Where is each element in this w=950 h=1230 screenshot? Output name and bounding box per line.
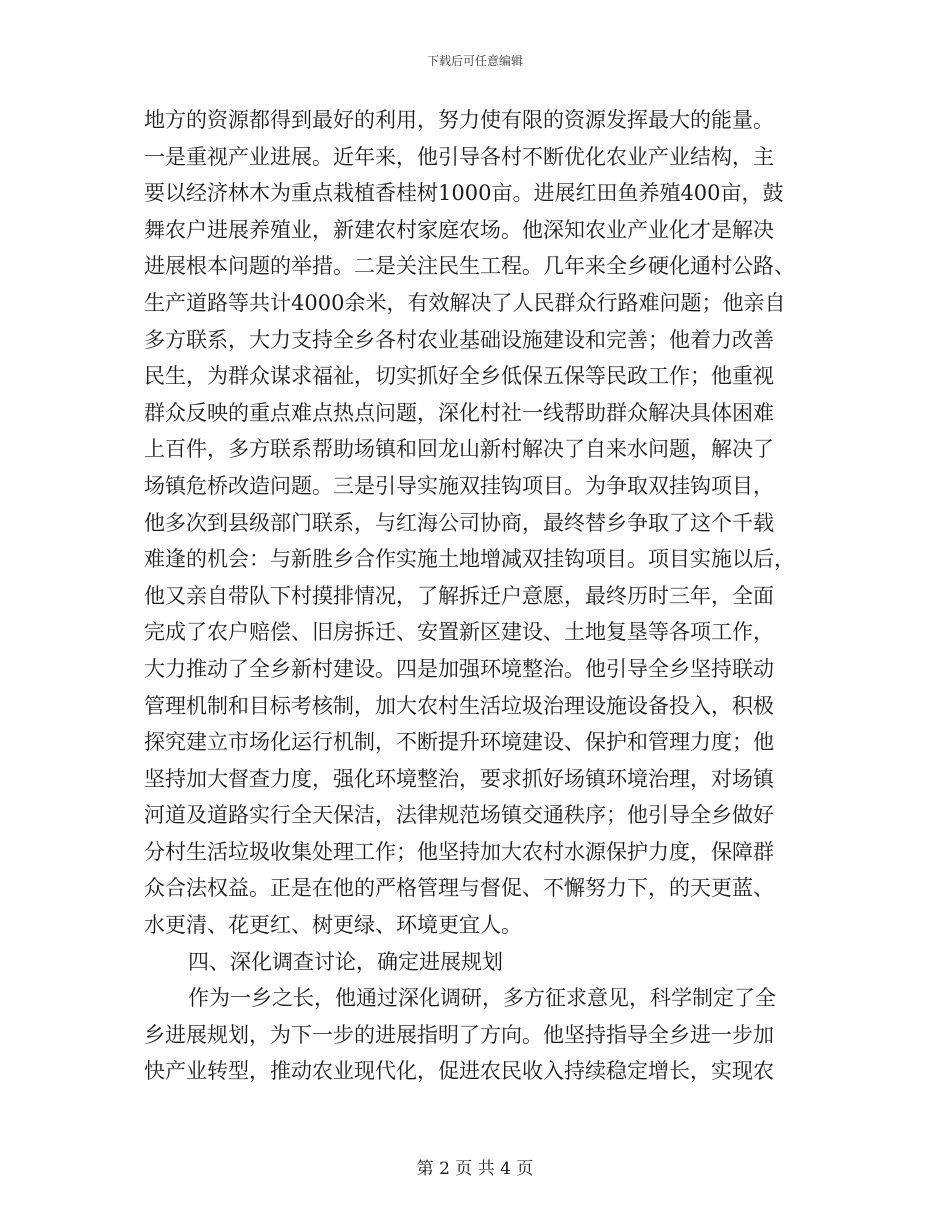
text-line: 一是重视产业进展。近年来，他引导各村不断优化农业产业结构，主	[144, 144, 774, 169]
document-body	[144, 102, 824, 1090]
text-line: 上百件，多方联系帮助场镇和回龙山新村解决了自来水问题，解决了	[144, 437, 774, 462]
text-line: 要以经济林木为重点栽植香桂树1000亩。进展红田鱼养殖400亩，鼓	[144, 181, 784, 206]
text-line: 管理机制和目标考核制，加大农村生活垃圾治理设施设备投入，积极	[144, 693, 774, 718]
text-line: 探究建立市场化运行机制，不断提升环境建设、保护和管理力度；他	[144, 730, 774, 755]
text-line: 乡进展规划，为下一步的进展指明了方向。他坚持指导全乡进一步加	[144, 1022, 774, 1047]
section-heading: 四、深化调查讨论，确定进展规划	[188, 949, 503, 974]
page-number: 第 2 页 共 4 页	[416, 1159, 534, 1179]
text-line: 多方联系，大力支持全乡各村农业基础设施建设和完善；他着力改善	[144, 327, 774, 352]
paragraph-first-line: 作为一乡之长，他通过深化调研，多方征求意见，科学制定了全	[188, 986, 776, 1011]
text-line: 水更清、花更红、树更绿、环境更宜人。	[144, 913, 522, 938]
text-line: 场镇危桥改造问题。三是引导实施双挂钩项目。为争取双挂钩项目，	[144, 473, 774, 498]
text-line: 大力推动了全乡新村建设。四是加强环境整治。他引导全乡坚持联动	[144, 656, 774, 681]
text-line: 舞农户进展养殖业，新建农村家庭农场。他深知农业产业化才是解决	[144, 217, 774, 242]
text-line: 分村生活垃圾收集处理工作；他坚持加大农村水源保护力度，保障群	[144, 839, 774, 864]
text-line: 地方的资源都得到最好的利用，努力使有限的资源发挥最大的能量。	[144, 108, 774, 132]
text-line: 民生，为群众谋求福祉，切实抓好全乡低保五保等民政工作；他重视	[144, 364, 774, 389]
text-line: 快产业转型，推动农业现代化，促进农民收入持续稳定增长，实现农	[144, 1059, 774, 1084]
text-line: 河道及道路实行全天保洁，法律规范场镇交通秩序；他引导全乡做好	[144, 803, 774, 828]
text-line: 他多次到县级部门联系，与红海公司协商，最终替乡争取了这个千载	[144, 510, 774, 535]
text-line: 坚持加大督查力度，强化环境整治，要求抓好场镇环境治理，对场镇	[144, 766, 774, 791]
page-header: 下载后可任意编辑	[426, 54, 523, 68]
text-line: 群众反映的重点难点热点问题，深化村社一线帮助群众解决具体困难	[144, 400, 774, 425]
text-line: 进展根本问题的举措。二是关注民生工程。几年来全乡硬化通村公路、	[144, 254, 795, 279]
text-line: 难逢的机会：与新胜乡合作实施土地增减双挂钩项目。项目实施以后，	[144, 547, 795, 572]
text-line: 他又亲自带队下村摸排情况，了解拆迁户意愿，最终历时三年，全面	[144, 583, 774, 608]
text-line: 生产道路等共计4000余米，有效解决了人民群众行路难问题；他亲自	[144, 290, 786, 315]
text-line: 众合法权益。正是在他的严格管理与督促、不懈努力下，的天更蓝、	[144, 876, 774, 901]
text-line: 完成了农户赔偿、旧房拆迁、安置新区建设、土地复垦等各项工作，	[144, 620, 774, 645]
